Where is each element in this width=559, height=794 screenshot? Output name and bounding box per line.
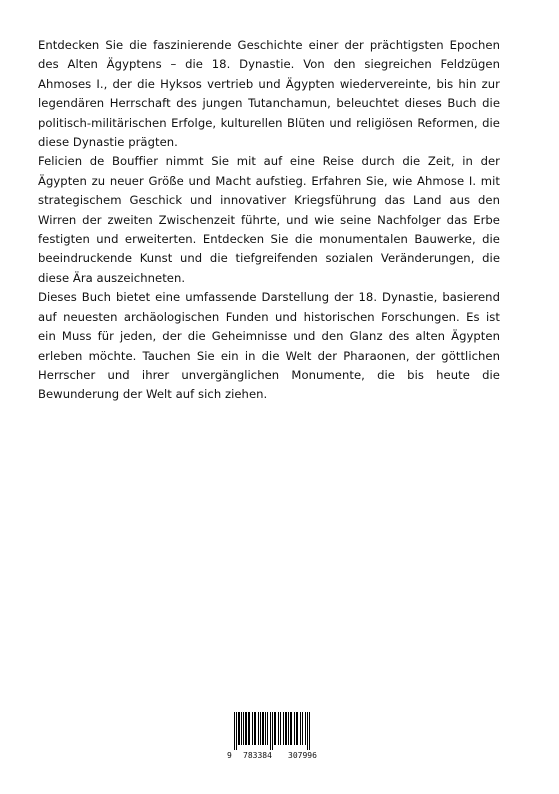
- barcode-bar: [307, 712, 308, 750]
- barcode-bar: [258, 712, 259, 745]
- barcode-bar: [283, 712, 284, 745]
- barcode-bar: [254, 712, 256, 745]
- paragraph-author-journey: Felicien de Bouffier nimmt Sie mit auf eine Reise durch die Zeit, in der Ägypten zu neuer Größe und Macht aufstieg. Erfahren Sie, wie Ahmose I. mit strategischem Geschick und innovativer Kriegsführung das Land aus den Wirren der zweiten Zwischenzeit führte, und wie seine Nachfolger das Erbe festigten und erweiterten. Entdecken Sie die monumentalen Bauwerke, die beeindruckende Kunst und die tiefgreifenden sozialen Veränderungen, die diese Ära auszeichneten.: [38, 154, 500, 285]
- barcode-bar: [274, 712, 276, 745]
- barcode-bar: [234, 712, 235, 750]
- barcode-bar: [245, 712, 247, 745]
- barcode-bar: [296, 712, 298, 745]
- barcode-bar: [300, 712, 301, 745]
- barcode-bar: [262, 712, 264, 745]
- barcode-bar: [241, 712, 242, 745]
- barcode-bars: [226, 712, 332, 750]
- barcode-digits: [226, 750, 332, 762]
- barcode-bar: [243, 712, 244, 745]
- barcode-left-group: 783384: [243, 751, 272, 760]
- barcode-bar: [248, 712, 250, 745]
- barcode-bar: [278, 712, 279, 745]
- barcode-bar: [236, 712, 237, 750]
- barcode-bar: [280, 712, 281, 745]
- barcode-bar: [305, 712, 306, 745]
- barcode-bar: [270, 712, 271, 750]
- barcode-bar: [267, 712, 268, 745]
- barcode-bar: [285, 712, 287, 745]
- barcode-bar: [260, 712, 261, 745]
- barcode-bar: [238, 712, 240, 745]
- back-cover-text: [38, 36, 500, 405]
- barcode-bar: [272, 712, 273, 750]
- barcode-right-group: 307996: [288, 751, 317, 760]
- barcode-bar: [290, 712, 292, 745]
- isbn-barcode: [226, 712, 332, 762]
- barcode-bar: [252, 712, 253, 745]
- barcode-bar: [302, 712, 303, 745]
- paragraph-intro: Entdecken Sie die faszinierende Geschichte einer der prächtigsten Epochen des Alten Ägyptens – die 18. Dynastie. Von den siegreichen Feldzügen Ahmoses I., der die Hyksos vertrieb und Ägypten wiedervereinte, bis hin zur legendären Herrschaft des jungen Tutanchamun, beleuchtet dieses Buch die politisch-militärischen Erfolge, kulturellen Blüten und religiösen Reformen, die diese Dynastie prägten.: [38, 38, 500, 150]
- paragraph-summary: Dieses Buch bietet eine umfassende Darstellung der 18. Dynastie, basierend auf neuesten archäologischen Funden und historischen Forschungen. Es ist ein Muss für jeden, der die Geheimnisse und den Glanz des alten Ägypten erleben möchte. Tauchen Sie ein in die Welt der Pharaonen, der göttlichen Herrscher und ihrer unvergänglichen Monumente, die bis heute die Bewunderung der Welt auf sich ziehen.: [38, 290, 500, 402]
- barcode-bar: [309, 712, 310, 750]
- barcode-bar: [294, 712, 295, 745]
- barcode-bar: [265, 712, 266, 745]
- barcode-bar: [288, 712, 289, 745]
- barcode-lead-digit: 9: [227, 751, 232, 760]
